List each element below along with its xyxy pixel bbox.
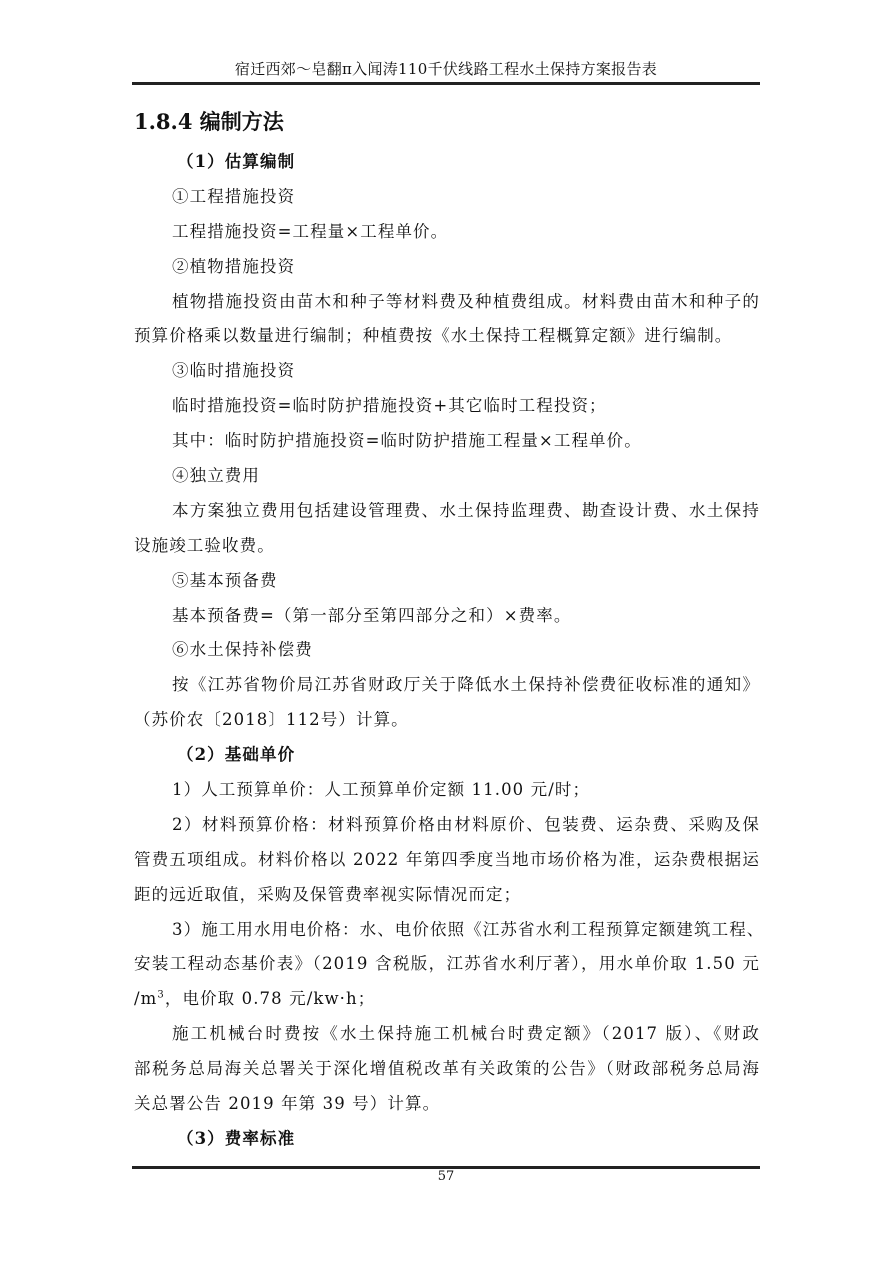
paragraph-line: 基本预备费=（第一部分至第四部分之和）×费率。 bbox=[172, 605, 572, 625]
body-content bbox=[134, 145, 765, 1157]
paragraph-line: 安装工程动态基价表》（2019 含税版，江苏省水利厅著），用水单价取 1.50 元 bbox=[134, 954, 760, 974]
paragraph-line: 管费五项组成。材料价格以 2022 年第四季度当地市场价格为准，运杂费根据运 bbox=[134, 849, 760, 869]
paragraph-line: 关总署公告 2019 年第 39 号）计算。 bbox=[134, 1094, 441, 1114]
paragraph-line: 部税务总局海关总署关于深化增值税改革有关政策的公告》（财政部税务总局海 bbox=[134, 1059, 760, 1079]
item-title: ②植物措施投资 bbox=[172, 256, 296, 276]
subheading-rate-standard: （3）费率标准 bbox=[177, 1128, 296, 1148]
item-title: ④独立费用 bbox=[172, 466, 260, 486]
paragraph-line: 本方案独立费用包括建设管理费、水土保持监理费、勘查设计费、水土保持 bbox=[172, 500, 760, 520]
item-title: ①工程措施投资 bbox=[172, 186, 296, 206]
paragraph-line: 距的远近取值，采购及保管费率视实际情况而定； bbox=[134, 884, 522, 904]
paragraph-line: 工程措施投资=工程量×工程单价。 bbox=[172, 221, 449, 241]
header-rule bbox=[132, 82, 760, 85]
paragraph-line: 3）施工用水用电价格：水、电价依照《江苏省水利工程预算定额建筑工程、 bbox=[172, 919, 765, 939]
section-heading: 1.8.4 编制方法 bbox=[134, 109, 284, 134]
subheading-base-price: （2）基础单价 bbox=[177, 745, 296, 765]
paragraph-text: ，电价取 0.78 元/kw·h； bbox=[164, 989, 376, 1009]
paragraph-line: 施工机械台时费按《水土保持施工机械台时费定额》（2017 版）、《财政 bbox=[172, 1024, 760, 1044]
paragraph-line: 预算价格乘以数量进行编制；种植费按《水土保持工程概算定额》进行编制。 bbox=[134, 326, 733, 346]
unit-text: /m bbox=[134, 989, 158, 1009]
paragraph-line: 按《江苏省物价局江苏省财政厅关于降低水土保持补偿费征收标准的通知》 bbox=[172, 675, 760, 695]
subheading-estimate: （1）估算编制 bbox=[177, 152, 296, 171]
paragraph-line: 其中：临时防护措施投资=临时防护措施工程量×工程单价。 bbox=[172, 431, 642, 451]
paragraph-line: 植物措施投资由苗木和种子等材料费及种植费组成。材料费由苗木和种子的 bbox=[172, 291, 760, 311]
paragraph-line bbox=[134, 982, 760, 1017]
paragraph-line: 2）材料预算价格：材料预算价格由材料原价、包装费、运杂费、采购及保 bbox=[172, 814, 760, 834]
paragraph-line: 设施竣工验收费。 bbox=[134, 535, 275, 555]
item-title: ⑥水土保持补偿费 bbox=[172, 640, 313, 660]
superscript: 3 bbox=[157, 989, 165, 1001]
paragraph-line: 临时措施投资=临时防护措施投资+其它临时工程投资； bbox=[172, 396, 607, 416]
paragraph-line: 1）人工预算单价：人工预算单价定额 11.00 元/时； bbox=[172, 780, 591, 800]
item-title: ③临时措施投资 bbox=[172, 361, 296, 381]
item-title: ⑤基本预备费 bbox=[172, 570, 278, 590]
page-number: 57 bbox=[437, 1169, 455, 1184]
page-header: 宿迁西郊～皂翻π入闻涛110千伏线路工程水土保持方案报告表 bbox=[234, 60, 658, 78]
paragraph-line: （苏价农〔2018〕112号）计算。 bbox=[134, 710, 409, 730]
